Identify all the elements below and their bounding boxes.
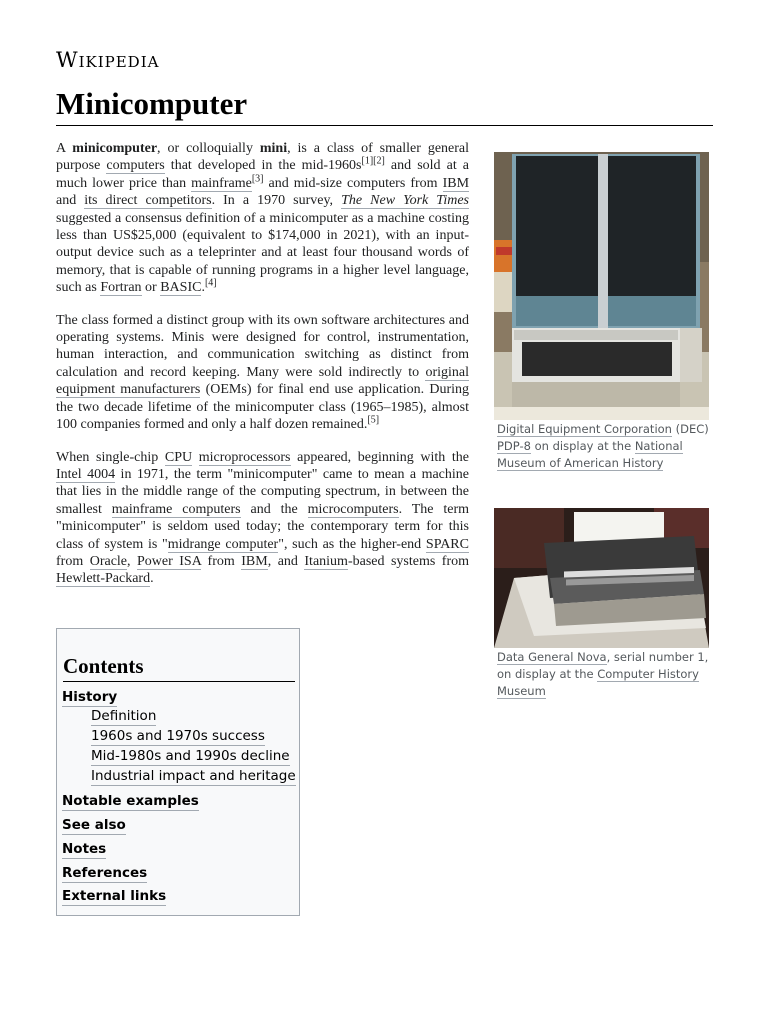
toc-item-external-links[interactable]: External links — [62, 888, 167, 904]
text: , serial number 1, on display at the — [497, 650, 709, 681]
text: and sold at a much lower price than — [56, 158, 469, 191]
text: from — [201, 553, 242, 569]
figure-pdp8 — [494, 152, 709, 472]
text — [192, 450, 199, 465]
text: , or colloquially — [157, 141, 260, 156]
text: . — [201, 280, 205, 296]
link-microprocessors[interactable]: microprocessors — [198, 449, 291, 465]
citation-3[interactable]: [3] — [251, 173, 264, 185]
toc-item-notes[interactable]: Notes — [62, 841, 107, 857]
text: A — [56, 141, 73, 156]
title-divider — [56, 125, 713, 126]
link-ibm[interactable]: IBM — [442, 175, 470, 191]
text: or — [141, 280, 161, 296]
link-fortran[interactable]: Fortran — [100, 280, 142, 296]
citation-1[interactable]: [1] — [361, 155, 374, 167]
link-power-isa[interactable]: Power ISA — [137, 553, 202, 569]
text: ", such as the higher-end — [278, 536, 426, 552]
bold-term: minicomputer — [72, 141, 158, 156]
table-of-contents — [56, 628, 300, 916]
text: and mid-size computers from — [263, 175, 443, 191]
link-computers[interactable]: computers — [106, 158, 165, 174]
toc-item-history[interactable]: History — [62, 689, 118, 705]
text: , and — [267, 553, 305, 569]
bold-term: mini — [259, 141, 288, 156]
text: . The term "minicomputer" is seldom used today; the contemporary term for this class of system is " — [56, 501, 469, 552]
toc-item-1960s-1970s-success[interactable]: 1960s and 1970s success — [91, 728, 265, 744]
text: -based systems from — [347, 553, 469, 569]
figure-nova — [494, 508, 709, 708]
text: appeared, beginning with the — [290, 449, 470, 465]
text: and the — [240, 501, 308, 517]
paragraph-class — [56, 312, 469, 434]
link-intel-4004[interactable]: Intel 4004 — [56, 466, 116, 482]
text: in 1971, the term "minicomputer" came to mean a machine that lies in the middle range of the computing spectrum, in between the smallest — [56, 466, 470, 517]
paragraph-microprocessors — [56, 449, 469, 588]
link-computer-history-museum[interactable]: Computer History Museum — [497, 667, 699, 698]
citation-5[interactable]: [5] — [367, 414, 380, 426]
text: (OEMs) for final end use application. During the two decade lifetime of the minicomputer class (1965–1985), almost 100 companies formed and only a half dozen remained. — [56, 382, 469, 433]
toc-title: Contents — [63, 654, 144, 678]
figure-caption-pdp8 — [497, 421, 709, 472]
link-national-museum[interactable]: National Museum of American History — [497, 439, 683, 470]
link-ibm-2[interactable]: IBM — [241, 553, 268, 569]
toc-item-see-also[interactable]: See also — [62, 817, 126, 833]
wikipedia-wordmark[interactable]: Wikipedia — [56, 48, 160, 72]
figure-caption-nova — [497, 649, 709, 700]
link-mainframe[interactable]: mainframe — [191, 175, 252, 191]
link-direct-competitors[interactable]: its direct competitors — [84, 193, 212, 209]
link-midrange-computer[interactable]: midrange computer — [167, 536, 279, 552]
data-general-nova-photo[interactable] — [494, 508, 709, 648]
citation-4[interactable]: [4] — [204, 277, 217, 289]
text: The class formed a distinct group with its own software architectures and operating systems. Minis were designed for control, instrumentation, human interaction, and communication switching as distinct from calculation and record keeping. Many were sold indirectly to — [56, 312, 469, 380]
text: . — [150, 571, 154, 587]
citation-2[interactable]: [2] — [373, 155, 385, 167]
link-itanium[interactable]: Itanium — [304, 553, 348, 569]
text: that developed in the mid-1960s — [164, 158, 362, 174]
toc-item-1980s-1990s-decline[interactable]: Mid-1980s and 1990s decline — [91, 748, 290, 764]
text: from — [56, 553, 90, 569]
link-dec[interactable]: Digital Equipment Corporation — [497, 422, 672, 436]
toc-item-definition[interactable]: Definition — [91, 708, 157, 724]
text: When single-chip — [56, 449, 165, 465]
link-oracle[interactable]: Oracle — [89, 553, 128, 569]
link-data-general-nova[interactable]: Data General Nova — [497, 650, 607, 664]
text: , — [127, 553, 138, 569]
link-sparc[interactable]: SPARC — [425, 536, 469, 552]
toc-item-references[interactable]: References — [62, 865, 148, 881]
text: (DEC) — [671, 422, 709, 436]
link-hewlett-packard[interactable]: Hewlett-Packard — [56, 571, 151, 587]
pdp8-computer-photo[interactable] — [494, 152, 709, 420]
toc-item-notable-examples[interactable]: Notable examples — [62, 793, 199, 809]
link-new-york-times[interactable]: The New York Times — [341, 193, 469, 209]
toc-item-industrial-impact[interactable]: Industrial impact and heritage — [91, 768, 296, 784]
text: and — [56, 193, 85, 209]
link-mainframe-computers[interactable]: mainframe computers — [111, 501, 241, 517]
link-pdp8[interactable]: PDP-8 — [497, 439, 531, 453]
link-microcomputers[interactable]: microcomputers — [307, 501, 399, 517]
toc-divider — [63, 681, 295, 682]
article-body — [56, 140, 469, 603]
text: suggested a consensus definition of a minicomputer as a machine costing less than US$25,000 (equivalent to $174,000 in 2021), with an input-output device such as a teleprinter and at least four thousand words of memory, that is capable of running programs in a higher level language, such as — [56, 210, 469, 296]
page-title: Minicomputer — [56, 86, 248, 121]
link-basic[interactable]: BASIC — [160, 280, 202, 296]
text: . In a 1970 survey, — [211, 193, 342, 209]
link-cpu[interactable]: CPU — [164, 449, 193, 465]
text: on display at the — [530, 439, 635, 453]
paragraph-intro — [56, 140, 469, 297]
text: , is a class of smaller general purpose — [56, 141, 470, 174]
link-oem[interactable]: original equipment manufacturers — [56, 364, 469, 398]
